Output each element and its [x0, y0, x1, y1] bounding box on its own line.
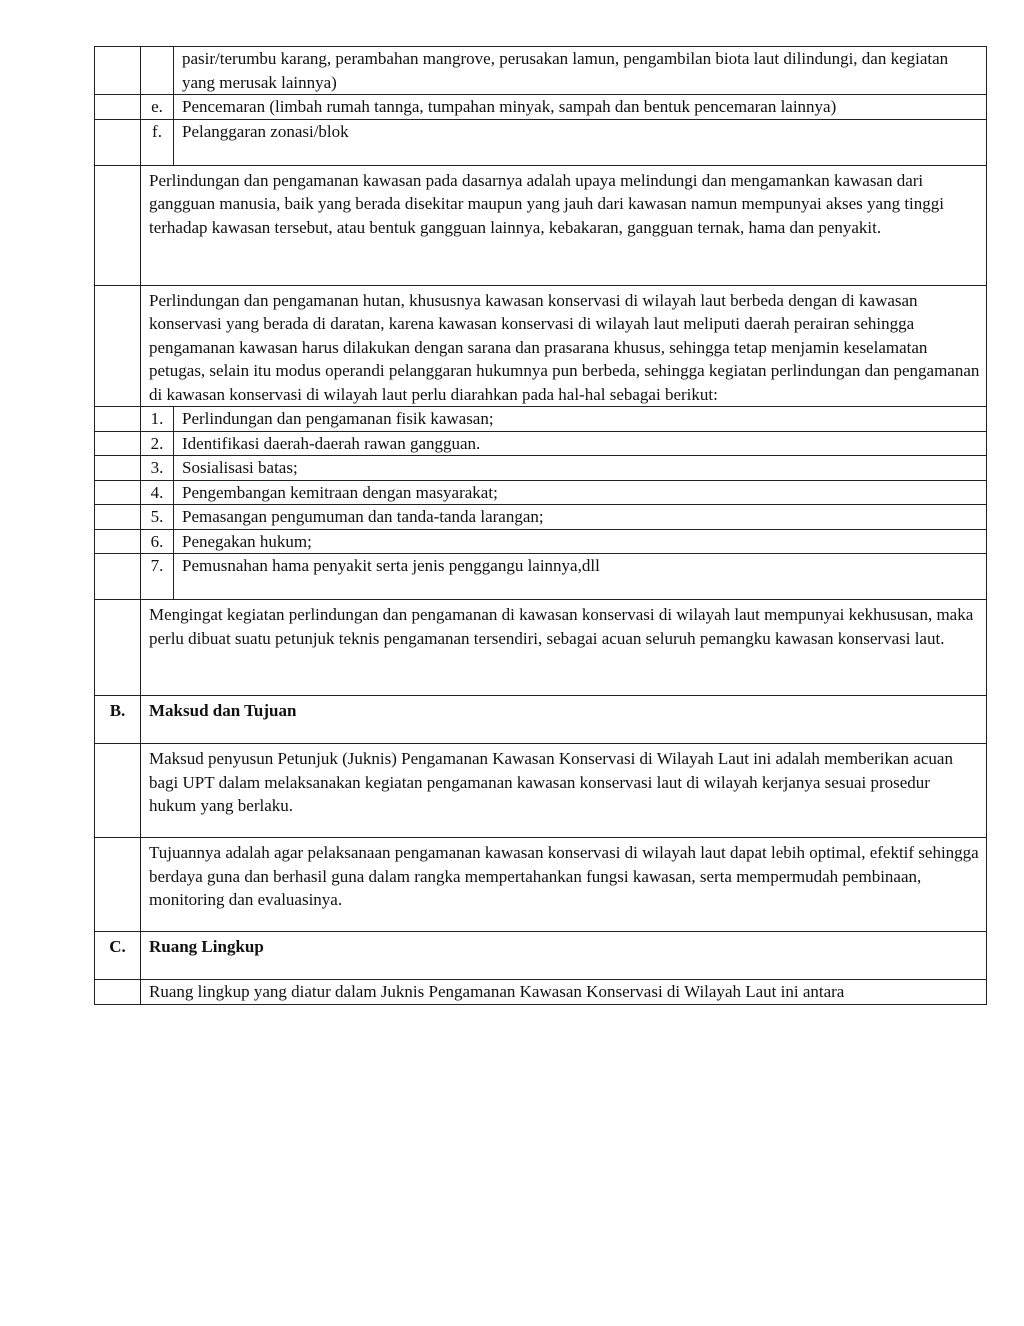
section-label-c: C. — [95, 932, 141, 980]
paragraph-purpose: Maksud penyusun Petunjuk (Juknis) Pengamanan Kawasan Konservasi di Wilayah Laut ini adalah memberikan acuan bagi UPT dalam melaksanakan kegiatan pengamanan kawasan konservasi laut di wilayah kerjanya sesuai prosedur hukum yang berlaku. — [141, 744, 987, 838]
section-title-c: Ruang Lingkup — [141, 932, 987, 980]
section-label-b: B. — [95, 696, 141, 744]
table-row — [95, 744, 987, 838]
paragraph-scope: Ruang lingkup yang diatur dalam Juknis Pengamanan Kawasan Konservasi di Wilayah Laut ini antara — [141, 980, 987, 1005]
list-number: 3. — [141, 456, 174, 481]
paragraph-special-guidance: Mengingat kegiatan perlindungan dan pengamanan di kawasan konservasi di wilayah laut mempunyai kekhususan, maka perlu dibuat suatu petunjuk teknis pengamanan tersendiri, sebagai acuan seluruh pemangku kawasan konservasi laut. — [141, 600, 987, 696]
list-number: 5. — [141, 505, 174, 530]
list-item — [95, 529, 987, 554]
list-item — [95, 407, 987, 432]
list-item — [95, 456, 987, 481]
list-item — [95, 554, 987, 600]
section-heading-row — [95, 696, 987, 744]
table-row — [95, 95, 987, 120]
list-text: Perlindungan dan pengamanan fisik kawasan; — [174, 407, 987, 432]
list-text: Penegakan hukum; — [174, 529, 987, 554]
list-number: 7. — [141, 554, 174, 600]
table-row — [95, 119, 987, 165]
table-row — [95, 838, 987, 932]
section-title-b: Maksud dan Tujuan — [141, 696, 987, 744]
list-text: Pengembangan kemitraan dengan masyarakat; — [174, 480, 987, 505]
list-text: Pemasangan pengumuman dan tanda-tanda larangan; — [174, 505, 987, 530]
list-number: 6. — [141, 529, 174, 554]
item-e-text: Pencemaran (limbah rumah tannga, tumpahan minyak, sampah dan bentuk pencemaran lainnya) — [174, 95, 987, 120]
document-table — [94, 46, 987, 1005]
list-number: 1. — [141, 407, 174, 432]
paragraph-marine-protection: Perlindungan dan pengamanan hutan, khususnya kawasan konservasi di wilayah laut berbeda dengan di kawasan konservasi yang berada di daratan, karena kawasan konservasi di wilayah laut meliputi daerah perairan sehingga pengamanan kawasan harus dilakukan dengan sarana dan prasarana khusus, sehingga tetap menjamin keselamatan petugas, selain itu modus operandi pelanggaran hukumnya pun berbeda, sehingga kegiatan perlindungan dan pengamanan di kawasan konservasi di wilayah laut perlu diarahkan pada hal-hal sebagai berikut: — [141, 285, 987, 407]
list-item — [95, 505, 987, 530]
section-heading-row — [95, 932, 987, 980]
list-item — [95, 431, 987, 456]
table-row — [95, 285, 987, 407]
document-page — [94, 46, 986, 1005]
item-marker-e: e. — [141, 95, 174, 120]
paragraph-objective: Tujuannya adalah agar pelaksanaan pengamanan kawasan konservasi di wilayah laut dapat lebih optimal, efektif sehingga berdaya guna dan berhasil guna dalam rangka mempertahankan fungsi kawasan, serta mempermudah pembinaan, monitoring dan evaluasinya. — [141, 838, 987, 932]
paragraph-protection-definition: Perlindungan dan pengamanan kawasan pada dasarnya adalah upaya melindungi dan mengamankan kawasan dari gangguan manusia, baik yang berada disekitar maupun yang jauh dari kawasan namun mempunyai akses yang tinggi terhadap kawasan tersebut, atau bentuk gangguan lainnya, kebakaran, gangguan ternak, hama dan penyakit. — [141, 165, 987, 285]
table-row — [95, 165, 987, 285]
continued-item-text: pasir/terumbu karang, perambahan mangrove, perusakan lamun, pengambilan biota laut dilindungi, dan kegiatan yang merusak lainnya) — [174, 47, 987, 95]
table-row — [95, 47, 987, 95]
list-text: Identifikasi daerah-daerah rawan gangguan. — [174, 431, 987, 456]
table-row — [95, 600, 987, 696]
item-f-text: Pelanggaran zonasi/blok — [174, 119, 987, 165]
list-text: Pemusnahan hama penyakit serta jenis penggangu lainnya,dll — [174, 554, 987, 600]
list-number: 4. — [141, 480, 174, 505]
table-row — [95, 980, 987, 1005]
list-text: Sosialisasi batas; — [174, 456, 987, 481]
list-item — [95, 480, 987, 505]
item-marker-f: f. — [141, 119, 174, 165]
list-number: 2. — [141, 431, 174, 456]
